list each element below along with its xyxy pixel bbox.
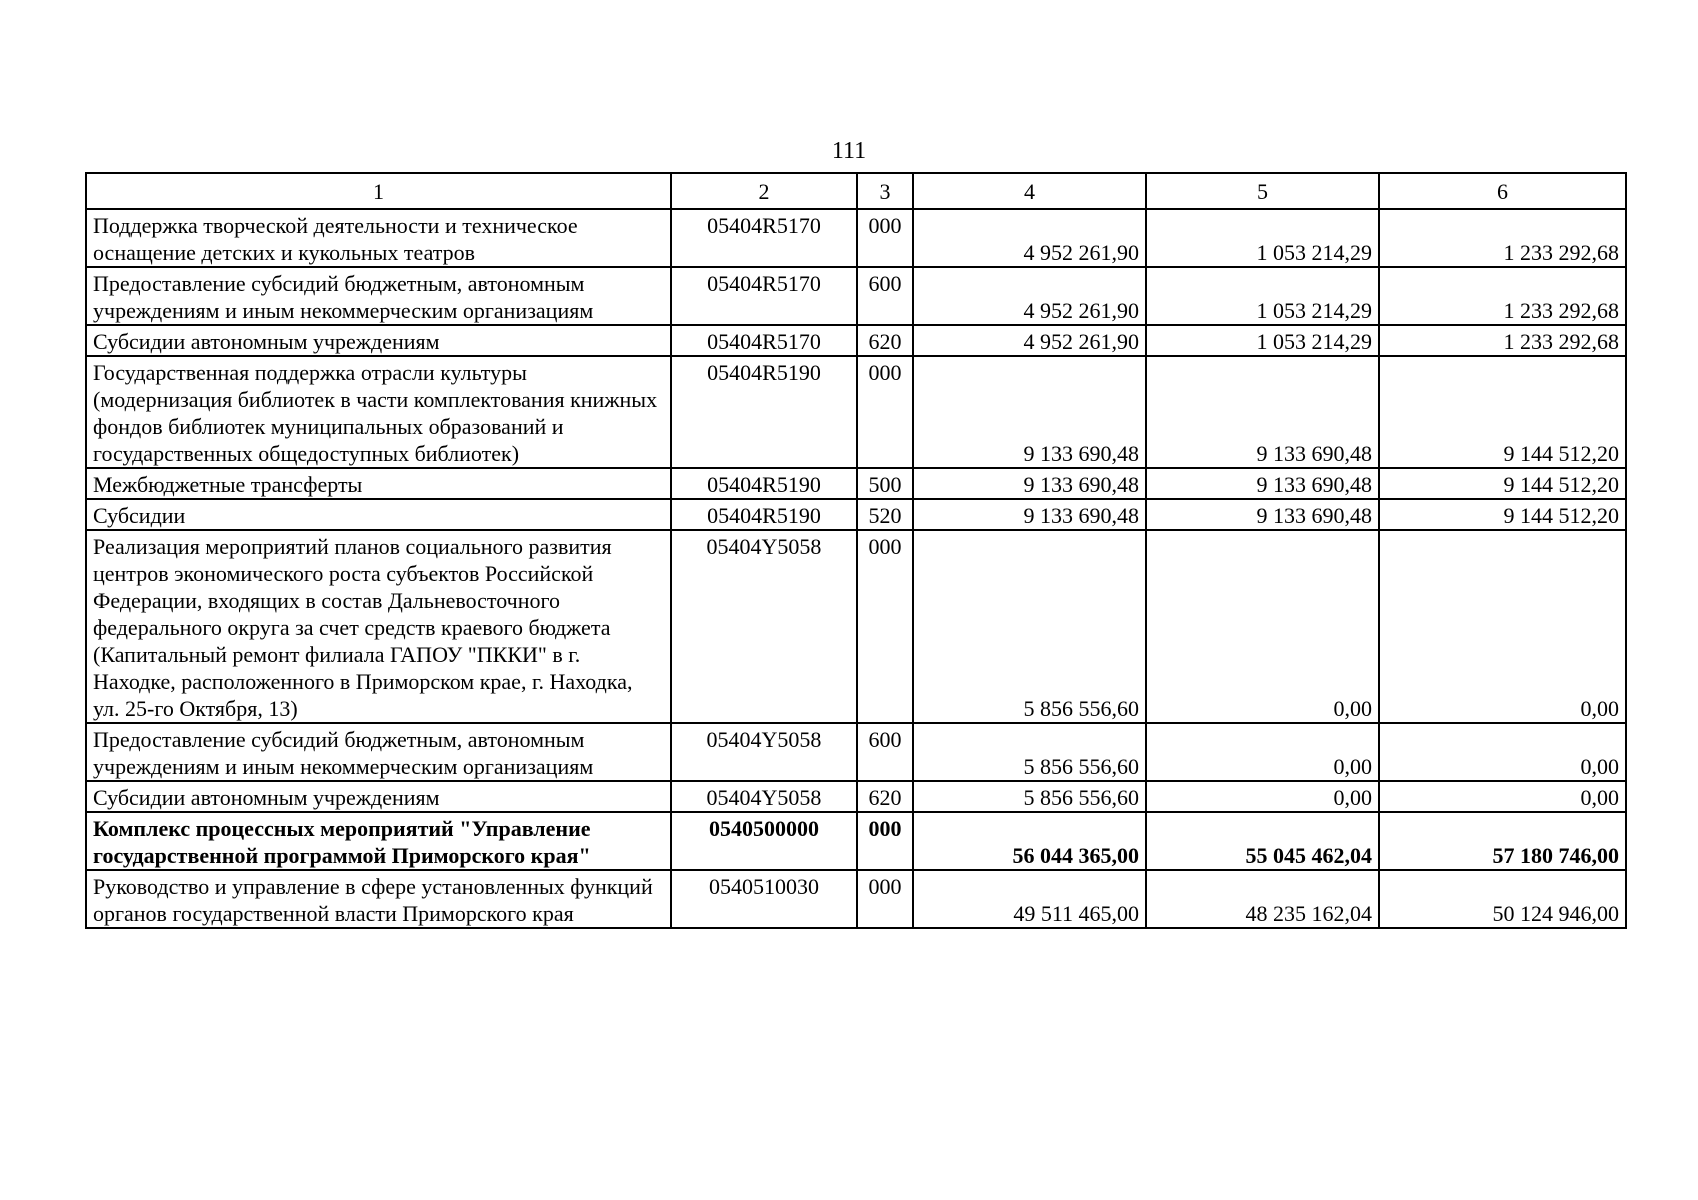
page-number: 111 <box>831 138 867 164</box>
row-vr-code: 000 <box>857 209 913 267</box>
table-row <box>86 325 1626 356</box>
row-csr-code: 0540510030 <box>671 870 857 928</box>
row-amount-col5: 1 053 214,29 <box>1146 325 1379 356</box>
row-name: Предоставление субсидий бюджетным, автономным учреждениям и иным некоммерческим организациям <box>86 267 671 325</box>
row-csr-code: 05404R5190 <box>671 356 857 468</box>
row-csr-code: 05404R5190 <box>671 468 857 499</box>
row-amount-col6: 9 144 512,20 <box>1379 499 1626 530</box>
row-amount-col5: 9 133 690,48 <box>1146 499 1379 530</box>
row-amount-col6: 1 233 292,68 <box>1379 209 1626 267</box>
row-vr-code: 600 <box>857 723 913 781</box>
column-header: 2 <box>671 173 857 209</box>
row-amount-col5: 9 133 690,48 <box>1146 468 1379 499</box>
row-vr-code: 000 <box>857 870 913 928</box>
row-name: Субсидии <box>86 499 671 530</box>
row-name: Субсидии автономным учреждениям <box>86 781 671 812</box>
table-row <box>86 356 1626 468</box>
row-amount-col4: 9 133 690,48 <box>913 356 1146 468</box>
row-csr-code: 05404Y5058 <box>671 530 857 723</box>
table-row <box>86 530 1626 723</box>
table-row <box>86 209 1626 267</box>
column-header: 4 <box>913 173 1146 209</box>
row-amount-col4: 56 044 365,00 <box>913 812 1146 870</box>
row-name: Государственная поддержка отрасли культуры (модернизация библиотек в части комплектования книжных фондов библиотек муниципальных образований и государственных общедоступных библиотек) <box>86 356 671 468</box>
row-amount-col5: 0,00 <box>1146 530 1379 723</box>
row-amount-col6: 1 233 292,68 <box>1379 325 1626 356</box>
column-header: 5 <box>1146 173 1379 209</box>
row-amount-col6: 0,00 <box>1379 723 1626 781</box>
row-amount-col5: 55 045 462,04 <box>1146 812 1379 870</box>
table-row <box>86 267 1626 325</box>
row-amount-col4: 4 952 261,90 <box>913 267 1146 325</box>
row-vr-code: 520 <box>857 499 913 530</box>
table-row <box>86 499 1626 530</box>
row-amount-col6: 0,00 <box>1379 781 1626 812</box>
row-amount-col6: 50 124 946,00 <box>1379 870 1626 928</box>
row-vr-code: 000 <box>857 356 913 468</box>
row-csr-code: 05404R5170 <box>671 267 857 325</box>
row-amount-col6: 0,00 <box>1379 530 1626 723</box>
row-amount-col5: 0,00 <box>1146 723 1379 781</box>
row-amount-col4: 5 856 556,60 <box>913 530 1146 723</box>
row-csr-code: 05404R5170 <box>671 325 857 356</box>
row-name: Комплекс процессных мероприятий "Управление государственной программой Приморского края" <box>86 812 671 870</box>
table-row <box>86 468 1626 499</box>
table-row <box>86 870 1626 928</box>
row-amount-col4: 5 856 556,60 <box>913 723 1146 781</box>
row-amount-col6: 1 233 292,68 <box>1379 267 1626 325</box>
column-header: 3 <box>857 173 913 209</box>
row-csr-code: 05404Y5058 <box>671 723 857 781</box>
row-vr-code: 000 <box>857 812 913 870</box>
row-amount-col5: 0,00 <box>1146 781 1379 812</box>
row-csr-code: 0540500000 <box>671 812 857 870</box>
column-header: 1 <box>86 173 671 209</box>
row-name: Межбюджетные трансферты <box>86 468 671 499</box>
row-amount-col4: 9 133 690,48 <box>913 499 1146 530</box>
row-amount-col4: 49 511 465,00 <box>913 870 1146 928</box>
row-name: Руководство и управление в сфере установленных функций органов государственной власти Приморского края <box>86 870 671 928</box>
row-csr-code: 05404R5190 <box>671 499 857 530</box>
table-row <box>86 781 1626 812</box>
row-amount-col4: 9 133 690,48 <box>913 468 1146 499</box>
table-row-total <box>86 812 1626 870</box>
row-name: Предоставление субсидий бюджетным, автономным учреждениям и иным некоммерческим организациям <box>86 723 671 781</box>
row-vr-code: 600 <box>857 267 913 325</box>
row-amount-col4: 5 856 556,60 <box>913 781 1146 812</box>
table-row <box>86 723 1626 781</box>
row-vr-code: 000 <box>857 530 913 723</box>
row-name: Субсидии автономным учреждениям <box>86 325 671 356</box>
row-amount-col4: 4 952 261,90 <box>913 209 1146 267</box>
row-vr-code: 620 <box>857 781 913 812</box>
row-name: Реализация мероприятий планов социального развития центров экономического роста субъектов Российской Федерации, входящих в состав Дальневосточного федерального округа за счет средств краевого бюджета (Капитальный ремонт филиала ГАПОУ "ПККИ" в г. Находке, расположенного в Приморском крае, г. Находка, ул. 25-го Октября, 13) <box>86 530 671 723</box>
row-amount-col6: 57 180 746,00 <box>1379 812 1626 870</box>
row-amount-col5: 1 053 214,29 <box>1146 267 1379 325</box>
row-amount-col5: 1 053 214,29 <box>1146 209 1379 267</box>
row-vr-code: 500 <box>857 468 913 499</box>
budget-table <box>85 172 1627 929</box>
row-amount-col5: 9 133 690,48 <box>1146 356 1379 468</box>
row-amount-col5: 48 235 162,04 <box>1146 870 1379 928</box>
row-amount-col6: 9 144 512,20 <box>1379 468 1626 499</box>
row-amount-col6: 9 144 512,20 <box>1379 356 1626 468</box>
row-amount-col4: 4 952 261,90 <box>913 325 1146 356</box>
table-header-row <box>86 173 1626 209</box>
row-vr-code: 620 <box>857 325 913 356</box>
row-csr-code: 05404Y5058 <box>671 781 857 812</box>
row-csr-code: 05404R5170 <box>671 209 857 267</box>
row-name: Поддержка творческой деятельности и техническое оснащение детских и кукольных театров <box>86 209 671 267</box>
column-header: 6 <box>1379 173 1626 209</box>
